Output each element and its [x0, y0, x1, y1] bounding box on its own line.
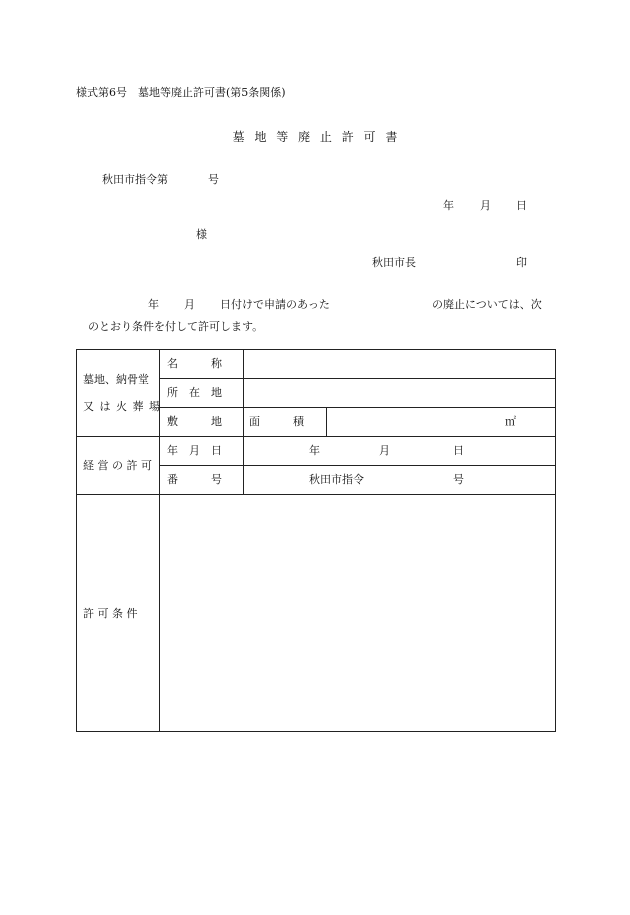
divider — [159, 465, 555, 466]
permit-no-suffix: 号 — [453, 473, 464, 486]
divider — [77, 494, 555, 495]
document-title: 墓 地 等 廃 止 許 可 書 — [232, 130, 398, 144]
divider — [77, 436, 555, 437]
issuer-name: 秋田市長 — [372, 256, 416, 269]
date-month: 月 — [480, 199, 491, 212]
divider — [326, 408, 327, 437]
permit-date-label: 年 月 日 — [167, 444, 222, 457]
form-label: 様式第6号 墓地等廃止許可書(第5条関係) — [76, 86, 286, 99]
permit-date-year: 年 — [309, 444, 320, 457]
seal-mark: 印 — [516, 256, 527, 269]
reference-prefix: 秋田市指令第 — [102, 173, 168, 186]
divider — [159, 407, 555, 408]
area-unit: ㎡ — [505, 415, 516, 428]
permit-date-day: 日 — [453, 444, 464, 457]
reference-suffix: 号 — [208, 173, 219, 186]
facility-header-line1: 墓地、納骨堂 — [83, 373, 149, 386]
body-line2: のとおり条件を付して許可します。 — [88, 320, 264, 333]
body-line1-tail: の廃止については、次 — [432, 298, 542, 311]
permit-no-prefix: 秋田市指令 — [309, 473, 364, 486]
permit-date-month: 月 — [379, 444, 390, 457]
facility-header-line2: 又 は 火 葬 場 — [83, 400, 161, 413]
addressee-suffix: 様 — [196, 228, 207, 241]
area-label: 面 積 — [249, 415, 304, 428]
divider — [159, 378, 555, 379]
permit-header: 経 営 の 許 可 — [83, 459, 152, 472]
date-year: 年 — [443, 199, 454, 212]
body-year: 年 — [148, 298, 159, 311]
site-label: 敷 地 — [167, 415, 222, 428]
body-day-text: 日付けで申請のあった — [220, 298, 330, 311]
divider — [243, 350, 244, 495]
permit-table — [76, 349, 556, 732]
location-label: 所 在 地 — [167, 386, 222, 399]
name-label: 名 称 — [167, 357, 222, 370]
permit-no-label: 番 号 — [167, 473, 222, 486]
conditions-header: 許 可 条 件 — [83, 607, 138, 620]
body-month: 月 — [184, 298, 195, 311]
date-day: 日 — [516, 199, 527, 212]
